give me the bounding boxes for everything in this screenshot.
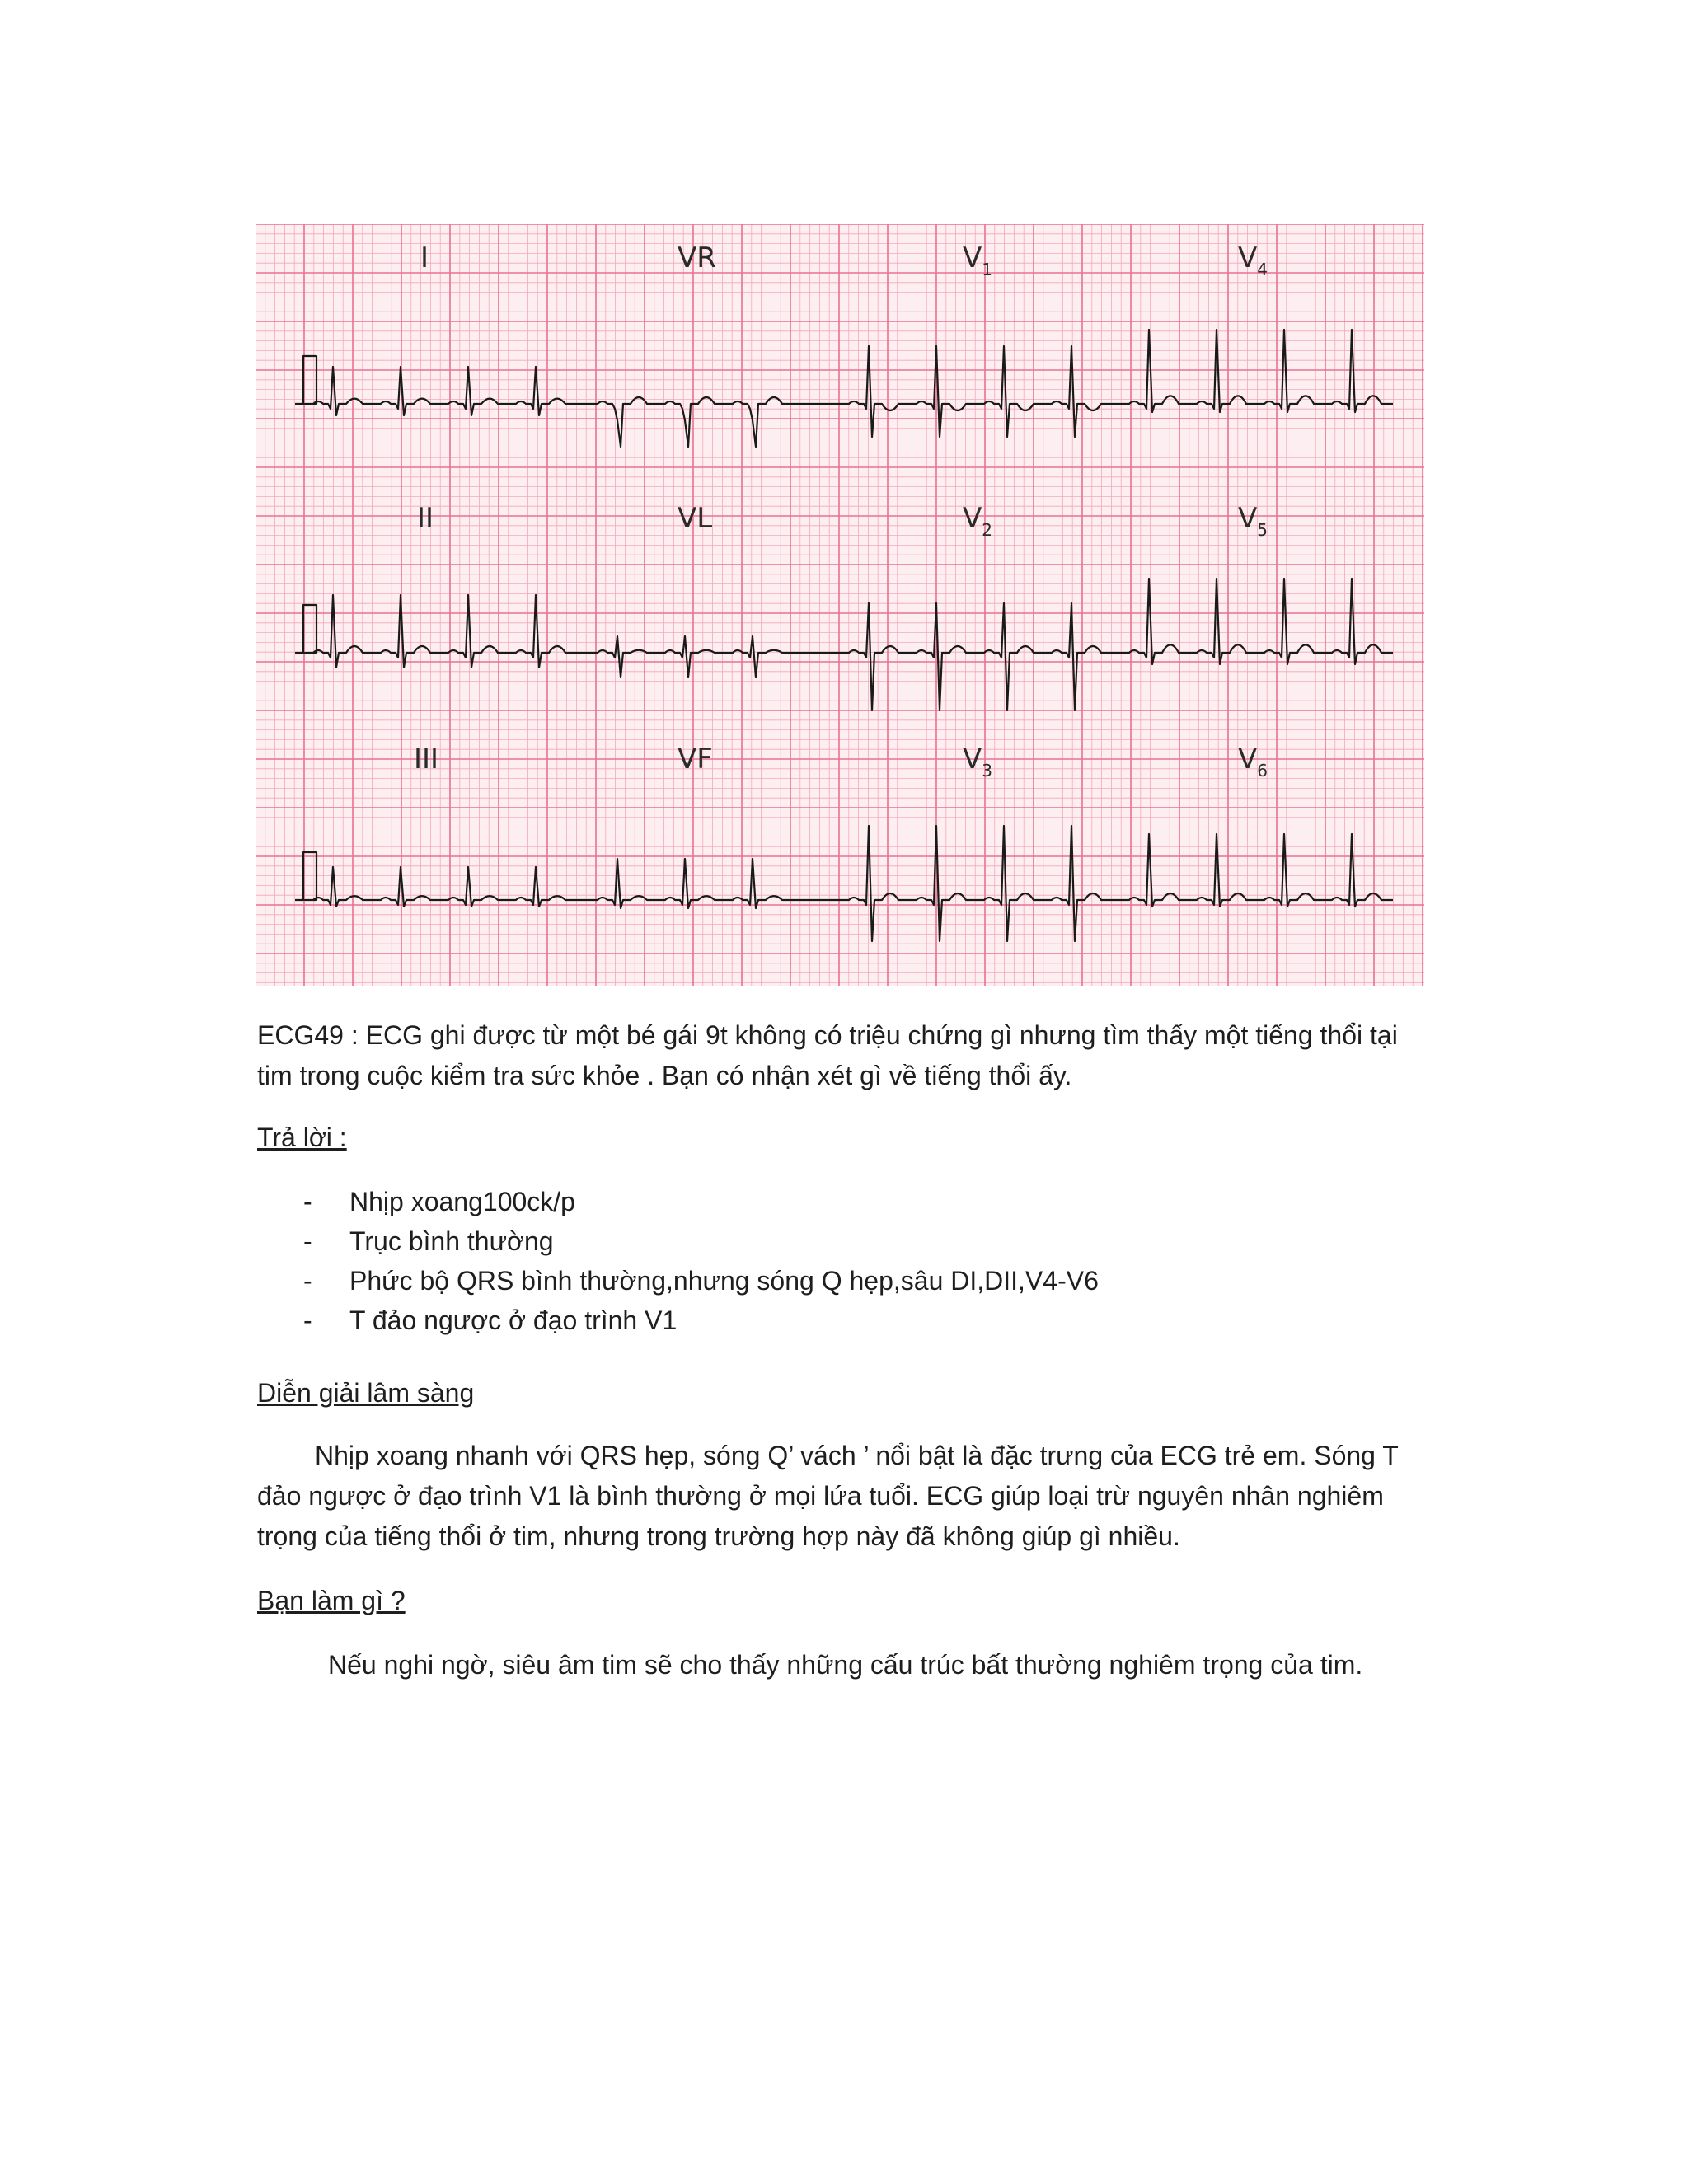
list-item-text: T đảo ngược ở đạo trình V1 xyxy=(349,1305,678,1335)
lead-label-V1: $V_1$ xyxy=(963,241,992,279)
lead-label-V4: $V_4$ xyxy=(1238,241,1268,279)
lead-label-II: II xyxy=(417,502,434,535)
lead-label-VL: VL xyxy=(678,502,713,535)
lead-label-V2: $V_2$ xyxy=(963,502,992,540)
list-item xyxy=(257,1182,1099,1221)
answer-list xyxy=(257,1182,1099,1340)
lead-label-VR: VR xyxy=(678,241,716,274)
list-item xyxy=(257,1221,1099,1261)
list-item-text: Phức bộ QRS bình thường,nhưng sóng Q hẹp,sâu DI,DII,V4-V6 xyxy=(349,1266,1099,1296)
lead-label-I: I xyxy=(420,241,429,274)
action-body: Nếu nghi ngờ, siêu âm tim sẽ cho thấy những cấu trúc bất thường nghiêm trọng của tim. xyxy=(328,1650,1363,1680)
bullet-dash: - xyxy=(303,1266,312,1296)
list-item-text: Trục bình thường xyxy=(349,1226,554,1256)
ecg-caption: ECG49 : ECG ghi được từ một bé gái 9t không có triệu chứng gì nhưng tìm thấy một tiếng thổi tại tim trong cuộc kiểm tra sức khỏe . Bạn có nhận xét gì về tiếng thổi ấy. xyxy=(257,1020,1398,1090)
action-heading: Bạn làm gì ? xyxy=(257,1586,406,1615)
ecg-strip xyxy=(256,224,1424,986)
list-item xyxy=(257,1261,1099,1301)
bullet-dash: - xyxy=(303,1305,312,1335)
list-item-text: Nhịp xoang100ck/p xyxy=(349,1187,575,1216)
answer-heading: Trả lời : xyxy=(257,1122,347,1152)
lead-label-V3: $V_3$ xyxy=(963,743,992,780)
bullet-dash: - xyxy=(303,1226,312,1256)
clinical-heading: Diễn giải lâm sàng xyxy=(257,1378,475,1408)
lead-label-III: III xyxy=(414,743,439,776)
ecg-figure xyxy=(256,224,1424,986)
lead-label-V6: $V_6$ xyxy=(1238,743,1268,780)
lead-label-VF: VF xyxy=(678,743,713,776)
bullet-dash: - xyxy=(303,1187,312,1216)
list-item xyxy=(257,1301,1099,1340)
clinical-body: Nhịp xoang nhanh với QRS hẹp, sóng Q’ vách ’ nổi bật là đặc trưng của ECG trẻ em. Sóng T đảo ngược ở đạo trình V1 là bình thường ở mọi lứa tuổi. ECG giúp loại trừ nguyên nhân nghiêm trọng của tiếng thổi ở tim, nhưng trong trường hợp này đã không giúp gì nhiều. xyxy=(257,1441,1399,1551)
lead-label-V5: $V_5$ xyxy=(1238,502,1268,540)
